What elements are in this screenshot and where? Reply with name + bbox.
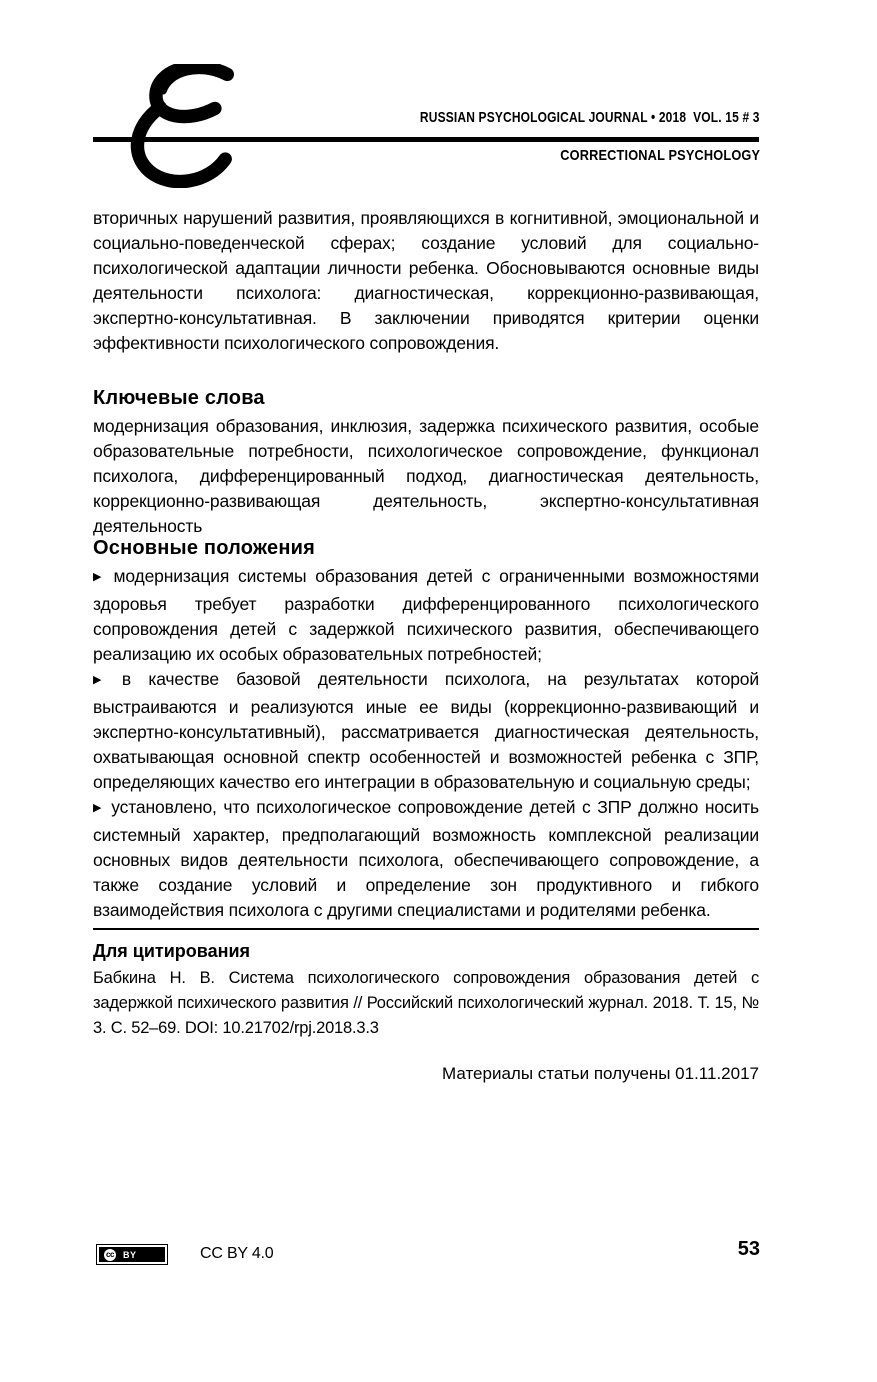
- journal-title: RUSSIAN PSYCHOLOGICAL JOURNAL • 2018 VOL. 15 # 3: [420, 109, 760, 126]
- highlight-text: в качестве базовой деятельности психолога, на результатах которой выстраиваются и реализуются иные ее виды (коррекционно-развивающий и экспертно-консультативный), рассматривается диагностическая деятельность, охватывающая основной спектр особенностей и возможностей ребенка с ЗПР, определяющих качество его интеграции в образовательную и социальную среды;: [93, 669, 760, 792]
- highlight-item: [93, 564, 759, 667]
- article-body: [93, 0, 759, 1382]
- keywords-heading: Ключевые слова: [93, 387, 265, 409]
- keywords-text: модернизация образования, инклюзия, задержка психического развития, особые образовательные потребности, психологическое сопровождение, функционал психолога, дифференцированный подход, диагностическая деятельность, коррекционно-развивающая деятельность, экспертно-консультативная деятельность: [93, 416, 759, 536]
- bullet-triangle-icon: ▶: [93, 571, 106, 583]
- citation-heading: Для цитирования: [93, 941, 251, 961]
- license-text: CC BY 4.0: [200, 1245, 274, 1262]
- highlight-item: [93, 795, 759, 923]
- received-date-text: Материалы статьи получены 01.11.2017: [442, 1064, 759, 1083]
- highlight-text: модернизация системы образования детей с ограниченными возможностями здоровья требует разработки дифференцированного психологического сопровождения детей с задержкой психического развития, обеспечивающего реализацию их особых образовательных потребностей;: [93, 566, 759, 664]
- highlight-item: [93, 667, 759, 795]
- highlights-heading: Основные положения: [93, 537, 315, 559]
- highlight-text: установлено, что психологическое сопровождение детей с ЗПР должно носить системный характер, предполагающий возможность комплексной реализации основных видов деятельности психолога, обеспечивающего сопровождение, а также создание условий и определение зон продуктивного и гибкого взаимодействия психолога с другими специалистами и родителями ребенка.: [93, 797, 759, 920]
- cc-icon: cc: [104, 1249, 116, 1261]
- highlights-list: [93, 564, 759, 923]
- citation-divider-rule: [93, 928, 759, 930]
- bullet-triangle-icon: ▶: [93, 674, 114, 686]
- citation-text: Бабкина Н. В. Система психологического сопровождения образования детей с задержкой психического развития // Российский психологический журнал. 2018. Т. 15, № 3. С. 52–69. DOI: 10.21702/rpj.2018.3.3: [93, 969, 759, 1037]
- page-number: 53: [737, 1238, 760, 1260]
- abstract-text: вторичных нарушений развития, проявляющихся в когнитивной, эмоциональной и социально-поведенческой сферах; создание условий для социально-психологической адаптации личности ребенка. Обосновываются основные виды деятельности психолога: диагностическая, коррекционно-развивающая, экспертно-консультативная. В заключении приводятся критерии оценки эффективности психологического сопровождения.: [93, 208, 759, 353]
- bullet-triangle-icon: ▶: [93, 802, 104, 814]
- journal-section-title: CORRECTIONAL PSYCHOLOGY: [560, 147, 760, 164]
- cc-by-badge: [96, 1244, 168, 1265]
- cc-by-label: BY: [123, 1249, 137, 1260]
